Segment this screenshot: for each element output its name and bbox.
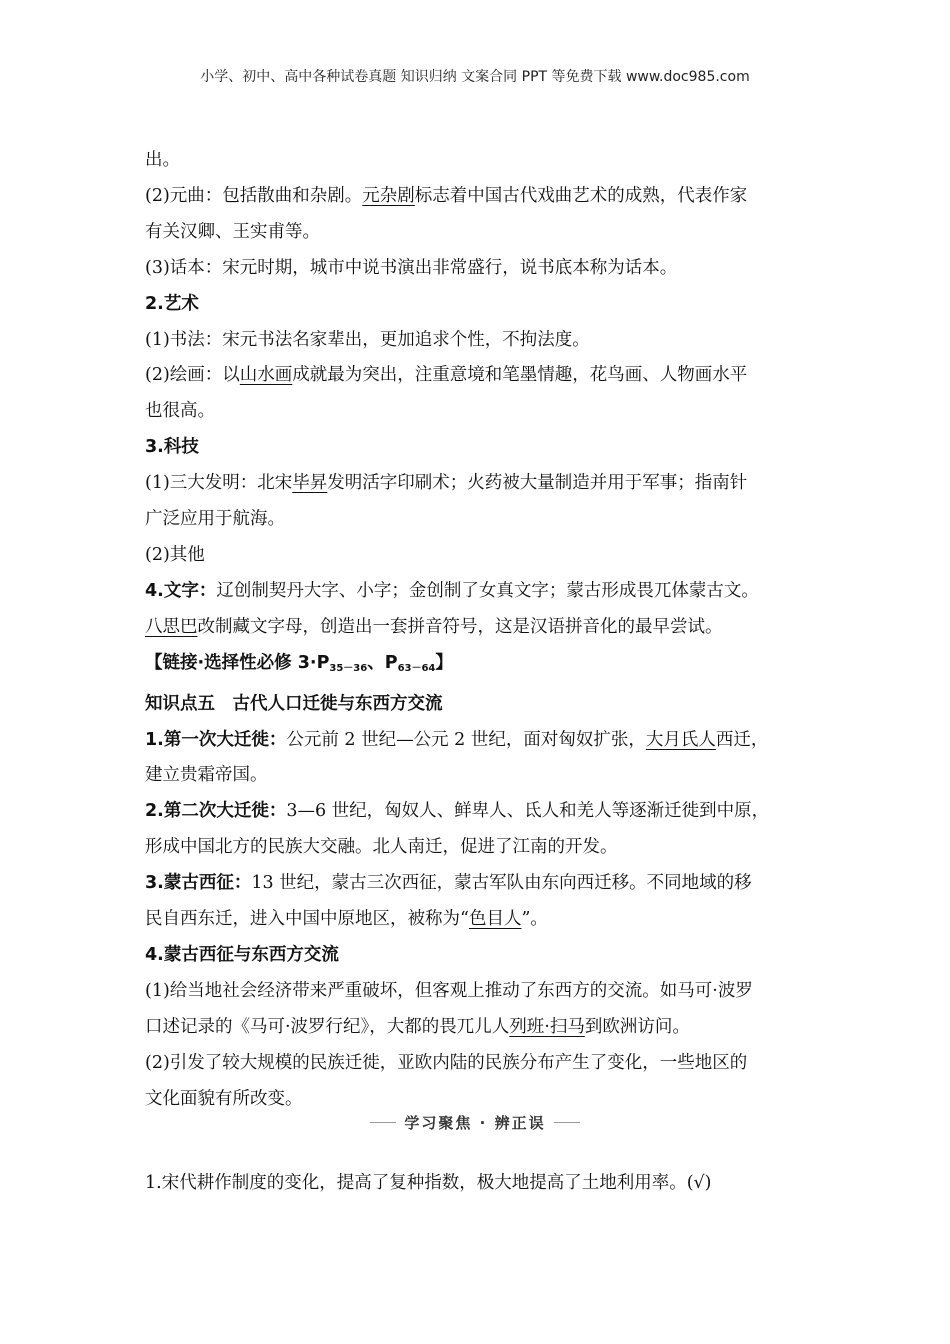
document-body xyxy=(145,143,835,1117)
text-line: (1)三大发明：北宋毕昇发明活字印刷术；火药被大量制造并用于军事；指南针 xyxy=(145,473,748,494)
text-line: 八思巴改制藏文字母，创造出一套拼音符号，这是汉语拼音化的最早尝试。 xyxy=(145,616,723,637)
question-item: 1.宋代耕作制度的变化，提高了复种指数，极大地提高了土地利用率。(√) xyxy=(145,1173,712,1193)
text-line: (1)书法：宋元书法名家辈出，更加追求个性，不拘法度。 xyxy=(145,329,590,350)
section-divider xyxy=(0,1112,950,1133)
divider-rule-left xyxy=(370,1122,396,1123)
underlined-term: 毕昇 xyxy=(292,473,328,494)
text-line: (2)引发了较大规模的民族迁徙，亚欧内陆的民族分布产生了变化，一些地区的 xyxy=(145,1052,748,1073)
text-line: 文化面貌有所改变。 xyxy=(145,1088,303,1109)
underlined-term: 色目人 xyxy=(468,909,522,930)
link-reference: 【链接·选择性必修 $3\cdot P_{35-36}$、$P_{63-64}$】 xyxy=(145,652,453,674)
text-line: 4.文字：辽创制契丹大字、小字；金创制了女真文字；蒙古形成畏兀体蒙古文。 xyxy=(145,580,759,601)
text-line: 广泛应用于航海。 xyxy=(145,509,285,530)
text-line: 有关汉卿、王实甫等。 xyxy=(145,221,320,242)
page-header: 小学、初中、高中各种试卷真题 知识归纳 文案合同 PPT 等免费下载 www.doc985.com xyxy=(200,69,750,85)
text-line: 出。 xyxy=(145,150,180,170)
text-line: (2)其他 xyxy=(145,544,205,565)
section-heading: 知识点五 古代人口迁徙与东西方交流 xyxy=(145,693,443,714)
inline-heading: 3.蒙古西征： xyxy=(145,873,252,894)
underlined-term: 山水画 xyxy=(239,365,293,386)
text-line: 形成中国北方的民族大交融。北人南迁，促进了江南的开发。 xyxy=(145,837,618,858)
text-line: 2.第二次大迁徙：3—6 世纪，匈奴人、鲜卑人、氐人和羌人等逐渐迁徙到中原， xyxy=(145,801,770,822)
underlined-term: 列班·扫马 xyxy=(509,1016,585,1037)
inline-heading: 4.文字： xyxy=(145,580,217,601)
text-line: 1.第一次大迁徙：公元前 2 世纪—公元 2 世纪，面对匈奴扩张，大月氏人西迁， xyxy=(145,729,769,750)
text-line: 建立贵霜帝国。 xyxy=(145,765,268,786)
section-title: 学习聚焦 · 辨正误 xyxy=(404,1114,546,1132)
text-line: 口述记录的《马可·波罗行纪》，大都的畏兀儿人列班·扫马到欧洲访问。 xyxy=(145,1016,690,1037)
section-heading: 2.艺术 xyxy=(145,293,199,314)
inline-heading: 2.第二次大迁徙： xyxy=(145,801,287,822)
text-line: (2)元曲：包括散曲和杂剧。元杂剧标志着中国古代戏曲艺术的成熟，代表作家 xyxy=(145,185,748,206)
text-line: (1)给当地社会经济带来严重破坏，但客观上推动了东西方的交流。如马可·波罗 xyxy=(145,980,753,1001)
underlined-term: 八思巴 xyxy=(145,616,198,637)
text-line: 3.蒙古西征：13 世纪，蒙古三次西征，蒙古军队由东向西迁移。不同地域的移 xyxy=(145,873,752,894)
divider-rule-right xyxy=(554,1122,580,1123)
text-line: 民自西东迁，进入中国中原地区，被称为“色目人”。 xyxy=(145,909,548,930)
section-heading: 3.科技 xyxy=(145,437,199,458)
section-heading: 4.蒙古西征与东西方交流 xyxy=(145,944,339,965)
text-line: (2)绘画：以山水画成就最为突出，注重意境和笔墨情趣，花鸟画、人物画水平 xyxy=(145,365,748,386)
text-line: (3)话本：宋元时期，城市中说书演出非常盛行，说书底本称为话本。 xyxy=(145,257,678,278)
text-line: 也很高。 xyxy=(145,401,215,422)
underlined-term: 大月氏人 xyxy=(645,729,716,750)
inline-heading: 1.第一次大迁徙： xyxy=(145,729,287,750)
underlined-term: 元杂剧 xyxy=(362,185,415,206)
